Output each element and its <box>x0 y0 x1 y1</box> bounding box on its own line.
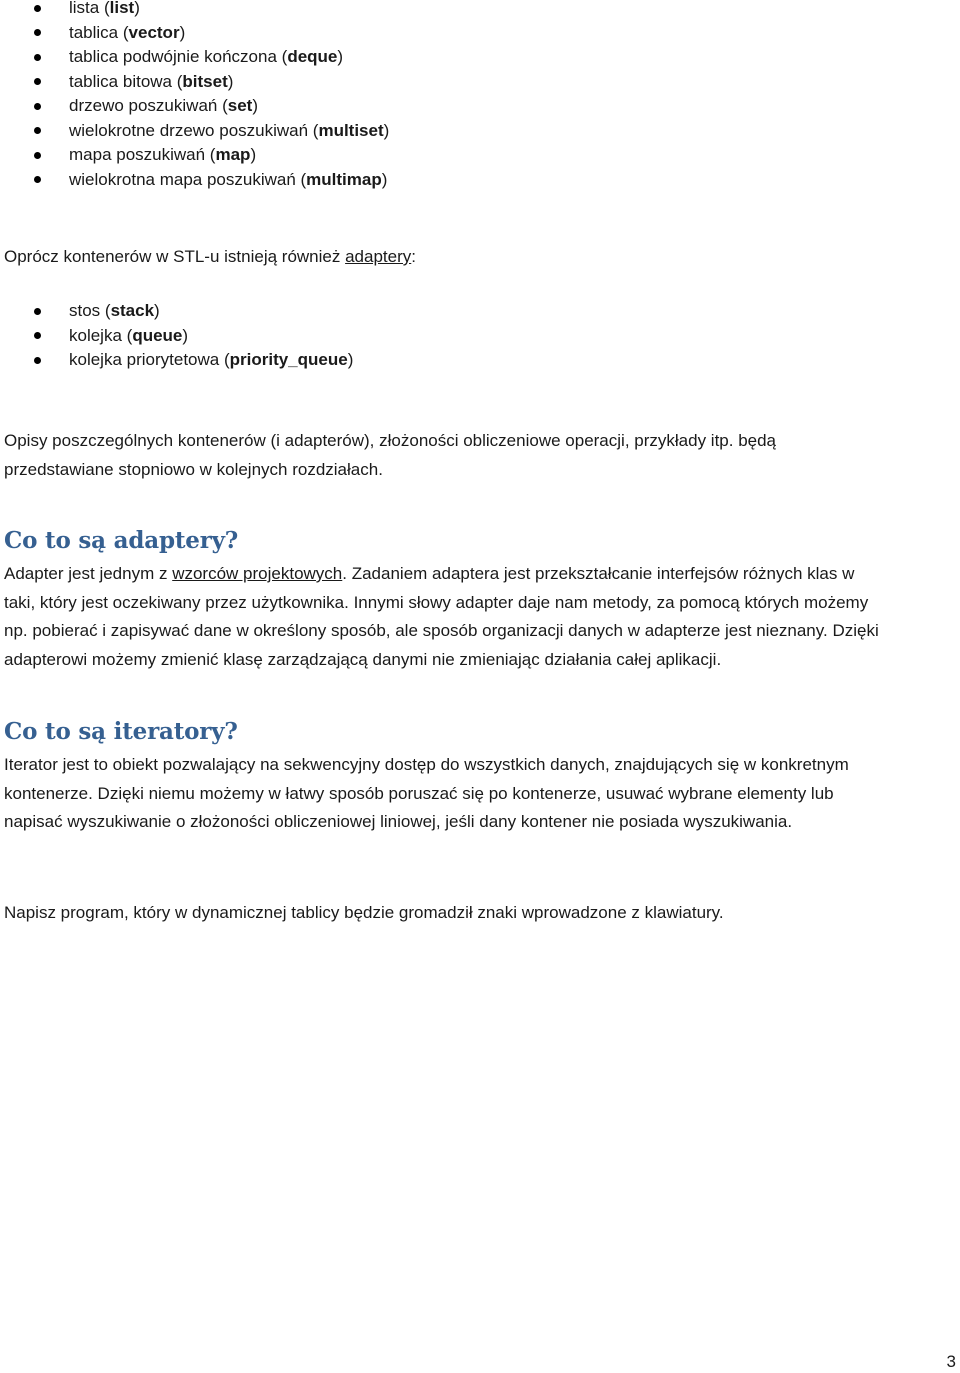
containers-list <box>0 0 389 192</box>
iterators-paragraph: Iterator jest to obiekt pozwalający na sekwencyjny dostęp do wszystkich danych, znajdujących się w konkretnym kontenerze. Dzięki niemu możemy w łatwy sposób poruszać się po kontenerze, usuwać wybrane elementy lub napisać wyszukiwanie o złożoności obliczeniowej liniowej, jeśli dany kontener nie posiada wyszukiwania. <box>4 755 849 831</box>
bullet-icon <box>34 103 41 110</box>
bullet-icon <box>34 308 41 315</box>
bullet-icon <box>34 54 41 61</box>
bullet-icon <box>34 357 41 364</box>
list-item: lista (list) <box>0 0 389 21</box>
list-item: tablica (vector) <box>0 21 389 46</box>
list-item: wielokrotne drzewo poszukiwań (multiset) <box>0 119 389 144</box>
description-paragraph: Opisy poszczególnych kontenerów (i adapterów), złożoności obliczeniowe operacji, przykłady itp. będą przedstawiane stopniowo w kolejnych rozdziałach. <box>4 431 777 479</box>
list-item: tablica podwójnie kończona (deque) <box>0 45 389 70</box>
adapters-list <box>0 299 353 373</box>
adapters-link[interactable]: adaptery <box>345 247 412 266</box>
bullet-icon <box>34 78 41 85</box>
list-item: wielokrotna mapa poszukiwań (multimap) <box>0 168 389 193</box>
design-patterns-link[interactable]: wzorców projektowych <box>172 564 343 583</box>
list-item: tablica bitowa (bitset) <box>0 70 389 95</box>
page-number: 3 <box>946 1352 956 1371</box>
bullet-icon <box>34 332 41 339</box>
bullet-icon <box>34 176 41 183</box>
bullet-icon <box>34 5 41 12</box>
list-item: kolejka (queue) <box>0 324 353 349</box>
list-item: mapa poszukiwań (map) <box>0 143 389 168</box>
bullet-icon <box>34 152 41 159</box>
list-item: kolejka priorytetowa (priority_queue) <box>0 348 353 373</box>
bullet-icon <box>34 29 41 36</box>
bullet-icon <box>34 127 41 134</box>
list-item: stos (stack) <box>0 299 353 324</box>
section-heading-adapters: Co to są adaptery? <box>4 527 239 554</box>
task-paragraph: Napisz program, który w dynamicznej tablicy będzie gromadził znaki wprowadzone z klawiatury. <box>4 903 724 922</box>
section-heading-iterators: Co to są iteratory? <box>4 718 238 745</box>
adapters-paragraph: Adapter jest jednym z wzorców projektowych. Zadaniem adaptera jest przekształcanie interfejsów różnych klas w taki, który jest oczekiwany przez użytkownika. Innymi słowy adapter daje nam metody, za pomocą których możemy np. pobierać i zapisywać dane w określony sposób, ale sposób organizacji danych w adapterze jest nieznany. Dzięki adapterowi możemy zmienić klasę zarządzającą danymi nie zmieniając działania całej aplikacji. <box>4 564 879 669</box>
adapters-intro: Oprócz kontenerów w STL-u istnieją również adaptery: <box>4 247 416 266</box>
list-item: drzewo poszukiwań (set) <box>0 94 389 119</box>
